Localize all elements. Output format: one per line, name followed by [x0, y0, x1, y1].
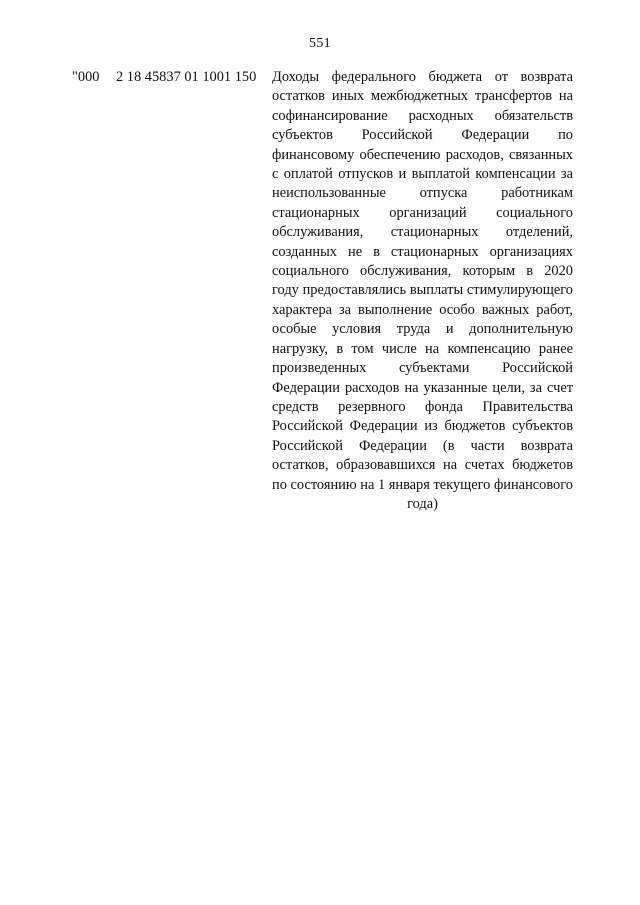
page-number: 551 [309, 36, 331, 51]
administrator-code: "000 [72, 69, 100, 85]
budget-classification-code: 2 18 45837 01 1001 150 [116, 69, 257, 85]
income-description: Доходы федерального бюджета от возврата остатков иных межбюджетных трансфертов на софинансирование расходных обязательств субъектов Российской Федерации по финансовому обеспечению расходов, связанных с оплатой отпусков и выплатой компенсации за неиспользованные отпуска работникам стационарных организаций социального обслуживания, стационарных отделений, созданных не в стационарных организациях социального обслуживания, которым в 2020 году предоставлялись выплаты стимулирующего характера за выполнение особо важных работ, особые условия труда и дополнительную нагрузку, в том числе на компенсацию ранее произведенных субъектами Российской Федерации расходов на указанные цели, за счет средств резервного фонда Правительства Российской Федерации из бюджетов субъектов Российской Федерации (в части возврата остатков, образовавшихся на счетах бюджетов по состоянию на 1 января текущего финансового года) [272, 69, 573, 512]
